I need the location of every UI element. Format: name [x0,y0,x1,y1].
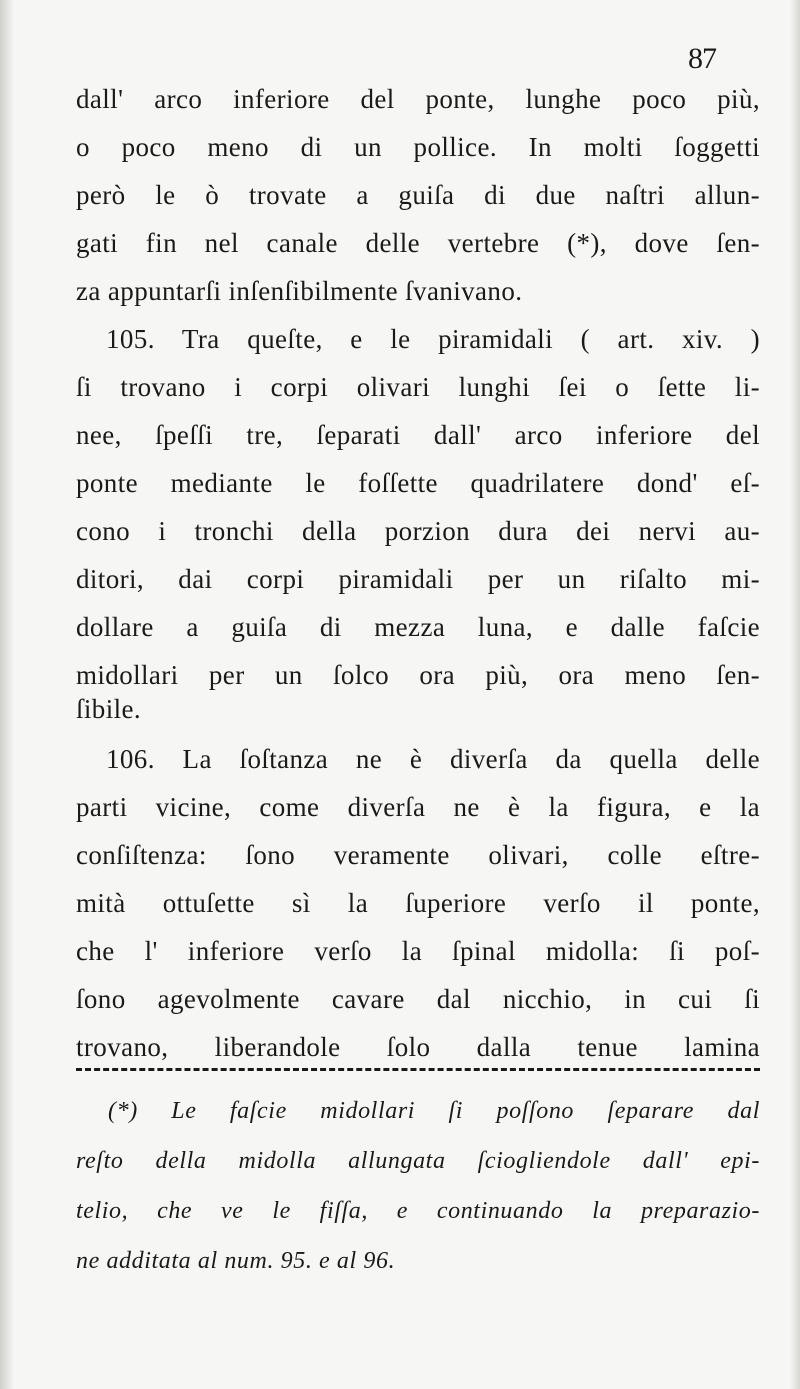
body-line: dall' arco inferiore del ponte, lunghe poco più, [76,84,760,114]
body-line: dollare a guiſa di mezza luna, e dalle faſcie [76,612,760,642]
body-line: trovano, liberandole ſolo dalla tenue lamina [76,1032,760,1062]
footnote-line: telio, che ve le fiſſa, e continuando la preparazio- [76,1198,760,1224]
body-line: o poco meno di un pollice. In molti ſoggetti [76,132,760,162]
body-line: conſiſtenza: ſono veramente olivari, colle eſtre- [76,840,760,870]
body-line: gati fin nel canale delle vertebre (*), dove ſen- [76,228,760,258]
page-left-edge-shadow [0,0,14,1389]
footnote-separator-rule [76,1068,760,1071]
page-number: 87 [688,42,716,75]
body-line: ſibile. [76,694,142,724]
paragraph-106-start: 106. La ſoſtanza ne è diverſa da quella delle [106,744,760,774]
footnote-line: (*) Le faſcie midollari ſi poſſono ſeparare dal [108,1098,760,1124]
body-line: che l' inferiore verſo la ſpinal midolla: ſi poſ- [76,936,760,966]
paragraph-105-start: 105. Tra queſte, e le piramidali ( art. xiv. ) [106,324,760,354]
body-line: ſono agevolmente cavare dal nicchio, in cui ſi [76,984,760,1014]
body-line: nee, ſpeſſi tre, ſeparati dall' arco inferiore del [76,420,760,450]
page-right-edge-shadow [790,0,800,1389]
body-line: midollari per un ſolco ora più, ora meno ſen- [76,660,760,690]
body-line: ſi trovano i corpi olivari lunghi ſei o ſette li- [76,372,760,402]
body-line: cono i tronchi della porzion dura dei nervi au- [76,516,760,546]
body-line: za appuntarſi inſenſibilmente ſvanivano. [76,276,523,306]
body-line: ditori, dai corpi piramidali per un riſalto mi- [76,564,760,594]
body-line: ponte mediante le foſſette quadrilatere dond' eſ- [76,468,760,498]
body-line: parti vicine, come diverſa ne è la figura, e la [76,792,760,822]
body-line: mità ottuſette sì la ſuperiore verſo il ponte, [76,888,760,918]
body-line: però le ò trovate a guiſa di due naſtri allun- [76,180,760,210]
footnote-line: reſto della midolla allungata ſciogliendole dall' epi- [76,1148,760,1174]
footnote-line: ne additata al num. 95. e al 96. [76,1248,396,1274]
